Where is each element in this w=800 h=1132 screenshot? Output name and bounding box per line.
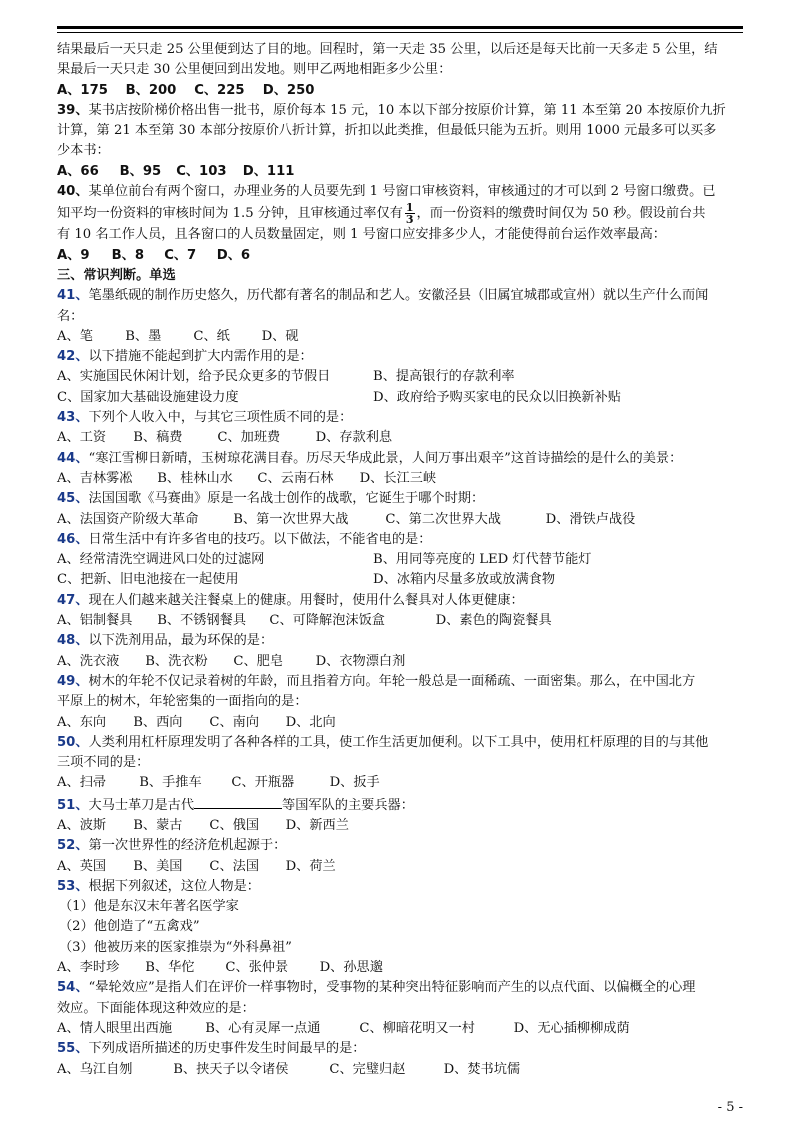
q53-option-c: C、张仲景	[225, 960, 289, 976]
q47-number: 47、	[57, 592, 89, 608]
q42-number: 42、	[57, 349, 89, 365]
q52-number: 52、	[57, 838, 89, 854]
q41-option-b: B、墨	[125, 328, 162, 344]
q42-option-c: C、国家加大基础设施建设力度	[57, 389, 239, 405]
q49-option-d: D、北向	[285, 714, 336, 730]
q54-option-c: C、柳暗花明又一村	[359, 1020, 475, 1036]
q53-options	[57, 958, 747, 978]
q38-option-b: B、200	[125, 82, 177, 98]
q49-option-a: A、东向	[57, 714, 107, 730]
q49-text: 树木的年轮不仅记录着树的年龄，而且指着方向。年轮一般总是一面稀疏、一面密集。那么，在中国北方	[88, 673, 696, 689]
q40-number: 40、	[57, 184, 89, 200]
q54-line1	[57, 978, 747, 998]
q53-clue-3: （3）他被历来的医家推崇为“外科鼻祖”	[59, 939, 292, 955]
q53-option-b: B、华佗	[145, 960, 195, 976]
q53-text: 根据下列叙述，这位人物是：	[88, 878, 260, 894]
q42-options-row2	[57, 388, 747, 408]
q45-option-c: C、第二次世界大战	[385, 511, 501, 527]
q46-number: 46、	[57, 531, 89, 547]
q44-option-a: A、吉林雾凇	[57, 470, 133, 486]
q50-option-b: B、手推车	[139, 775, 202, 791]
q54-option-d: D、无心插柳柳成荫	[513, 1020, 630, 1036]
page-number: - 5 -	[717, 1100, 743, 1115]
q43-option-d: D、存款利息	[315, 430, 393, 446]
q48-option-b: B、洗衣粉	[145, 653, 208, 669]
q46-stem	[57, 530, 747, 550]
q48-text: 以下洗剂用品，最为环保的是：	[88, 633, 274, 649]
q44-option-d: D、长江三峡	[359, 470, 437, 486]
q48-options	[57, 652, 747, 672]
q42-options-row1	[57, 367, 747, 387]
q45-text: 法国国歌《马赛曲》原是一名战士创作的战歌，它诞生于哪个时期：	[88, 491, 485, 507]
q53-stem	[57, 877, 747, 897]
q41-option-c: C、纸	[193, 328, 230, 344]
fraction-denominator: 3	[405, 213, 414, 227]
q40-text-a: 知平均一份资料的审核时间为 1.5 分钟，且审核通过率仅有	[57, 206, 403, 222]
q52-option-c: C、法国	[209, 858, 260, 874]
q39-line3: 少本书：	[57, 143, 110, 159]
q51-option-c: C、俄国	[209, 817, 260, 833]
q45-option-b: B、第一次世界大战	[233, 511, 349, 527]
q51-option-b: B、蒙古	[133, 817, 183, 833]
q48-option-d: D、衣物漂白剂	[315, 653, 406, 669]
q52-stem	[57, 836, 747, 856]
q51-number: 51、	[57, 797, 89, 813]
q40-text: 某单位前台有两个窗口，办理业务的人员要先到 1 号窗口审核资料，审核通过的才可以到 2 号窗口缴费。已	[88, 184, 716, 200]
fraction-numerator: 1	[405, 201, 414, 215]
q55-option-c: C、完璧归赵	[329, 1061, 406, 1077]
header-rule-thick	[57, 26, 743, 29]
q39-text: 某书店按阶梯价格出售一批书，原价每本 15 元，10 本以下部分按原价计算，第 11 本至第 20 本按原价九折	[88, 102, 726, 118]
q52-option-d: D、荷兰	[285, 858, 336, 874]
q42-stem	[57, 347, 747, 367]
q50-option-c: C、开瓶器	[231, 775, 295, 791]
q54-options	[57, 1019, 747, 1039]
q39-option-d: D、111	[242, 163, 295, 179]
q38-option-c: C、225	[194, 82, 245, 98]
q39-number: 39、	[57, 102, 89, 118]
q49-line2: 平原上的树木，年轮密集的一面指向的是：	[57, 694, 308, 710]
q47-option-d: D、素色的陶瓷餐具	[435, 613, 552, 629]
q50-line1	[57, 733, 747, 753]
q50-option-a: A、扫帚	[57, 775, 107, 791]
q47-options	[57, 611, 747, 631]
q50-line2: 三项不同的是：	[57, 755, 150, 771]
q55-number: 55、	[57, 1041, 89, 1057]
q44-option-b: B、桂林山水	[157, 470, 233, 486]
q51-options	[57, 816, 747, 836]
q44-text: “寒江雪柳日新晴，玉树琼花满目春。历尽天华成此景，人间万事出艰辛”这首诗描绘的是什么的美景：	[88, 450, 683, 466]
header-rule-thin	[57, 32, 743, 33]
q47-option-b: B、不锈钢餐具	[157, 613, 247, 629]
q55-stem	[57, 1039, 747, 1059]
q47-stem	[57, 591, 747, 611]
q44-options	[57, 469, 747, 489]
q45-options	[57, 510, 747, 530]
q53-clue-1: （1）他是东汉末年著名医学家	[59, 899, 239, 915]
q40-line3: 有 10 名工作人员，且各窗口的人员数量固定，则 1 号窗口应安排多少人，才能使得前台运作效率最高：	[57, 227, 666, 243]
q46-option-c: C、把新、旧电池接在一起使用	[57, 572, 239, 588]
q49-number: 49、	[57, 673, 89, 689]
q45-option-a: A、法国资产阶级大革命	[57, 511, 199, 527]
q40-option-b: B、8	[111, 247, 145, 263]
q40-options	[57, 246, 747, 266]
q46-option-d: D、冰箱内尽量多放或放满食物	[373, 572, 556, 588]
q50-option-d: D、扳手	[329, 775, 380, 791]
q46-option-b: B、用同等亮度的 LED 灯代替节能灯	[373, 552, 592, 568]
q40-text-b: ，而一份资料的缴费时间仅为 50 秒。假设前台共	[416, 206, 706, 222]
q46-options-row1	[57, 550, 747, 570]
q45-option-d: D、滑铁卢战役	[545, 511, 636, 527]
q50-number: 50、	[57, 734, 89, 750]
q53-option-d: D、孙思邈	[319, 960, 383, 976]
q52-options	[57, 857, 747, 877]
q48-option-a: A、洗衣液	[57, 653, 120, 669]
q52-option-a: A、英国	[57, 858, 107, 874]
q55-option-a: A、乌江自刎	[57, 1061, 133, 1077]
q42-text: 以下措施不能起到扩大内需作用的是：	[88, 349, 313, 365]
q53-option-a: A、李时珍	[57, 960, 120, 976]
q44-number: 44、	[57, 450, 89, 466]
q53-number: 53、	[57, 878, 89, 894]
q42-option-b: B、提高银行的存款利率	[373, 369, 515, 385]
q41-option-a: A、笔	[57, 328, 93, 344]
q47-option-a: A、铝制餐具	[57, 613, 133, 629]
q50-options	[57, 773, 747, 793]
q42-option-d: D、政府给予购买家电的民众以旧换新补贴	[373, 389, 621, 405]
q49-option-b: B、西向	[133, 714, 183, 730]
q55-options	[57, 1060, 747, 1080]
q43-text: 下列个人收入中，与其它三项性质不同的是：	[88, 410, 353, 426]
q40-option-d: D、6	[216, 247, 251, 263]
q40-option-c: C、7	[164, 247, 197, 263]
q53-clue-2: （2）他创造了“五禽戏”	[59, 919, 200, 935]
q47-option-c: C、可降解泡沫饭盒	[269, 613, 385, 629]
q39-option-a: A、66	[57, 163, 99, 179]
section-title: 三、常识判断。单选	[57, 267, 176, 283]
q43-option-a: A、工资	[57, 430, 107, 446]
q55-option-d: D、焚书坑儒	[443, 1061, 521, 1077]
q41-number: 41、	[57, 288, 89, 304]
q52-option-b: B、美国	[133, 858, 183, 874]
fill-in-blank	[194, 794, 282, 809]
q48-option-c: C、肥皂	[233, 653, 284, 669]
q54-line2: 效应。下面能体现这种效应的是：	[57, 1000, 255, 1016]
q43-stem	[57, 408, 747, 428]
q43-option-c: C、加班费	[217, 430, 281, 446]
q48-number: 48、	[57, 633, 89, 649]
q44-option-c: C、云南石林	[257, 470, 334, 486]
q50-text: 人类利用杠杆原理发明了各种各样的工具，使工作生活更加便利。以下工具中，使用杠杆原理的目的与其他	[88, 734, 709, 750]
q38-line1: 结果最后一天只走 25 公里便到达了目的地。回程时，第一天走 35 公里，以后还是每天比前一天多走 5 公里，结	[57, 42, 718, 57]
q54-text: “晕轮效应”是指人们在评价一样事物时，受事物的某种突出特征影响而产生的以点代面、以偏概全的心理	[88, 980, 696, 996]
q38-options	[57, 81, 747, 101]
q49-line1	[57, 672, 747, 692]
q51-text-b: 等国军队的主要兵器：	[282, 797, 414, 813]
fraction-one-third	[405, 202, 415, 225]
q54-option-a: A、情人眼里出西施	[57, 1020, 173, 1036]
q40-line2	[57, 202, 747, 225]
q52-text: 第一次世界性的经济危机起源于：	[88, 838, 287, 854]
q41-text: 笔墨纸砚的制作历史悠久，历代都有著名的制品和艺人。安徽泾县（旧属宜城郡或宣州）就以生产什么而闻	[88, 288, 709, 304]
q43-options	[57, 428, 747, 448]
q45-stem	[57, 489, 747, 509]
q39-option-b: B、95	[119, 163, 162, 179]
q46-options-row2	[57, 570, 747, 590]
q43-number: 43、	[57, 410, 89, 426]
q55-option-b: B、挟天子以令诸侯	[173, 1061, 289, 1077]
q39-options	[57, 162, 747, 182]
q49-option-c: C、南向	[209, 714, 260, 730]
q51-option-d: D、新西兰	[285, 817, 349, 833]
q43-option-b: B、稿费	[133, 430, 183, 446]
q40-option-a: A、9	[57, 247, 90, 263]
q41-option-d: D、砚	[261, 328, 299, 344]
q49-options	[57, 713, 747, 733]
q39-line1	[57, 101, 747, 121]
q38-option-d: D、250	[262, 82, 315, 98]
q51-stem	[57, 794, 747, 816]
q44-stem	[57, 449, 747, 469]
q55-text: 下列成语所描述的历史事件发生时间最早的是：	[88, 1041, 366, 1057]
q51-text-a: 大马士革刀是古代	[88, 797, 195, 813]
q46-text: 日常生活中有许多省电的技巧。以下做法，不能省电的是：	[88, 531, 432, 547]
q42-option-a: A、实施国民休闲计划，给予民众更多的节假日	[57, 369, 331, 385]
q39-line2: 计算，第 21 本至第 30 本部分按原价八折计算，折扣以此类推，但最低只能为五折。则用 1000 元最多可以买多	[57, 123, 717, 139]
q38-line2: 果最后一天只走 30 公里便回到出发地。则甲乙两地相距多少公里：	[57, 62, 452, 78]
q41-options	[57, 327, 747, 347]
q40-line1	[57, 182, 747, 202]
q47-text: 现在人们越来越关注餐桌上的健康。用餐时，使用什么餐具对人体更健康：	[88, 592, 524, 608]
q45-number: 45、	[57, 491, 89, 507]
q46-option-a: A、经常清洗空调进风口处的过滤网	[57, 552, 265, 568]
q38-option-a: A、175	[57, 82, 108, 98]
q41-line1	[57, 286, 747, 306]
q54-option-b: B、心有灵犀一点通	[205, 1020, 321, 1036]
q39-option-c: C、103	[176, 163, 227, 179]
q54-number: 54、	[57, 980, 89, 996]
q41-line2: 名：	[57, 308, 84, 324]
q51-option-a: A、波斯	[57, 817, 107, 833]
page-content	[57, 40, 747, 1080]
q48-stem	[57, 631, 747, 651]
